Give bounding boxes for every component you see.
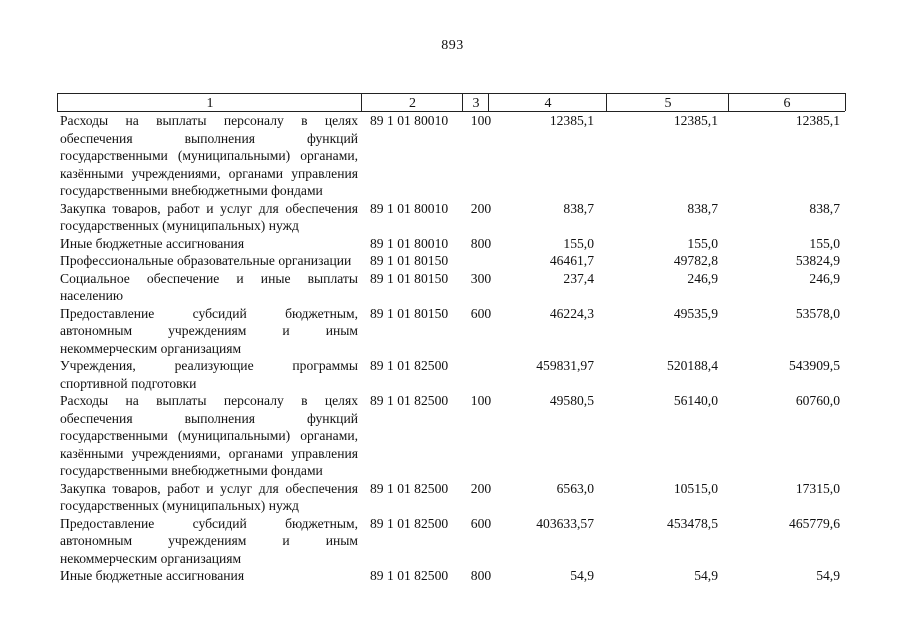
row-value-5: 10515,0 [673, 480, 718, 496]
table-row [60, 392, 850, 480]
column-header-1: 1 [57, 93, 362, 111]
row-expense-type: 100 [470, 393, 492, 408]
row-value-5: 56140,0 [673, 393, 718, 408]
row-expense-type: 200 [470, 200, 492, 216]
row-value-4: 838,7 [563, 200, 594, 216]
column-header-4: 4 [488, 93, 607, 111]
row-value-4: 403633,57 [536, 515, 594, 531]
row-name: Учреждения, реализующие программы спортивной подготовки [60, 358, 358, 391]
row-code: 89 1 01 82500 [370, 480, 449, 496]
row-value-5: 520188,4 [667, 358, 718, 373]
row-value-5: 49782,8 [673, 253, 718, 268]
column-header-3: 3 [462, 93, 489, 111]
row-value-4: 49580,5 [549, 393, 594, 408]
row-value-4: 46224,3 [549, 305, 594, 321]
row-code: 89 1 01 80150 [370, 270, 449, 286]
row-value-4: 237,4 [563, 270, 594, 286]
row-expense-type: 200 [470, 480, 492, 496]
row-name: Закупка товаров, работ и услуг для обеспечения государственных (муниципальных) нужд [60, 200, 358, 233]
row-code: 89 1 01 80150 [370, 305, 449, 321]
row-value-5: 12385,1 [673, 113, 718, 128]
row-code: 89 1 01 80150 [370, 253, 449, 268]
column-header-5: 5 [606, 93, 729, 111]
row-value-4: 6563,0 [556, 480, 594, 496]
row-value-5: 49535,9 [673, 305, 718, 321]
row-value-4: 46461,7 [549, 253, 594, 268]
table-body [60, 112, 850, 585]
table-row [60, 200, 850, 235]
table-row [60, 270, 850, 305]
table-row [60, 112, 850, 200]
row-value-4: 12385,1 [549, 113, 594, 128]
row-expense-type: 600 [470, 515, 492, 531]
row-expense-type: 800 [470, 235, 492, 251]
page-number: 893 [441, 38, 464, 53]
row-name: Социальное обеспечение и иные выплаты населению [60, 270, 358, 303]
row-value-4: 155,0 [563, 235, 594, 251]
row-value-5: 246,9 [687, 270, 718, 286]
row-value-6: 54,9 [816, 568, 840, 583]
table-row [60, 305, 850, 358]
row-name: Иные бюджетные ассигнования [60, 568, 245, 583]
row-value-6: 465779,6 [789, 515, 840, 531]
row-value-5: 54,9 [694, 568, 718, 583]
table-row [60, 480, 850, 515]
table-row [60, 252, 850, 270]
row-code: 89 1 01 80010 [370, 113, 449, 128]
row-expense-type: 300 [470, 270, 492, 286]
row-value-6: 246,9 [809, 270, 840, 286]
row-name: Расходы на выплаты персоналу в целях обеспечения выполнения функций государственными (муниципальными) органами, казёнными учреждениями, органами управления государственными внебюджетными фондами [60, 113, 358, 198]
row-value-6: 543909,5 [789, 358, 840, 373]
row-value-5: 155,0 [687, 235, 718, 251]
row-value-6: 155,0 [809, 235, 840, 251]
row-code: 89 1 01 82500 [370, 515, 449, 531]
row-code: 89 1 01 82500 [370, 568, 449, 583]
table-header-row [57, 93, 845, 112]
table-row [60, 235, 850, 253]
row-name: Иные бюджетные ассигнования [60, 235, 245, 251]
column-header-2: 2 [361, 93, 463, 111]
row-value-6: 838,7 [809, 200, 840, 216]
row-name: Закупка товаров, работ и услуг для обеспечения государственных (муниципальных) нужд [60, 480, 358, 513]
row-expense-type: 800 [470, 568, 492, 583]
column-header-6: 6 [728, 93, 846, 111]
row-expense-type: 100 [470, 113, 492, 128]
row-code: 89 1 01 82500 [370, 393, 449, 408]
table-row [60, 567, 850, 585]
row-value-5: 838,7 [687, 200, 718, 216]
row-value-4: 54,9 [570, 568, 594, 583]
row-value-5: 453478,5 [667, 515, 718, 531]
row-name: Предоставление субсидий бюджетным, автономным учреждениям и иным некоммерческим организациям [60, 305, 358, 356]
row-name: Профессиональные образовательные организации [60, 253, 352, 268]
row-value-4: 459831,97 [536, 358, 594, 373]
row-name: Расходы на выплаты персоналу в целях обеспечения выполнения функций государственными (муниципальными) органами, казёнными учреждениями, органами управления государственными внебюджетными фондами [60, 393, 358, 478]
row-code: 89 1 01 80010 [370, 200, 449, 216]
row-code: 89 1 01 82500 [370, 358, 449, 373]
table-row [60, 357, 850, 392]
table-row [60, 515, 850, 568]
row-value-6: 17315,0 [795, 480, 840, 496]
row-code: 89 1 01 80010 [370, 235, 449, 251]
row-value-6: 53824,9 [795, 253, 840, 268]
row-name: Предоставление субсидий бюджетным, автономным учреждениям и иным некоммерческим организациям [60, 515, 358, 566]
row-expense-type: 600 [470, 305, 492, 321]
row-value-6: 53578,0 [795, 305, 840, 321]
row-value-6: 60760,0 [795, 393, 840, 408]
row-value-6: 12385,1 [795, 113, 840, 128]
